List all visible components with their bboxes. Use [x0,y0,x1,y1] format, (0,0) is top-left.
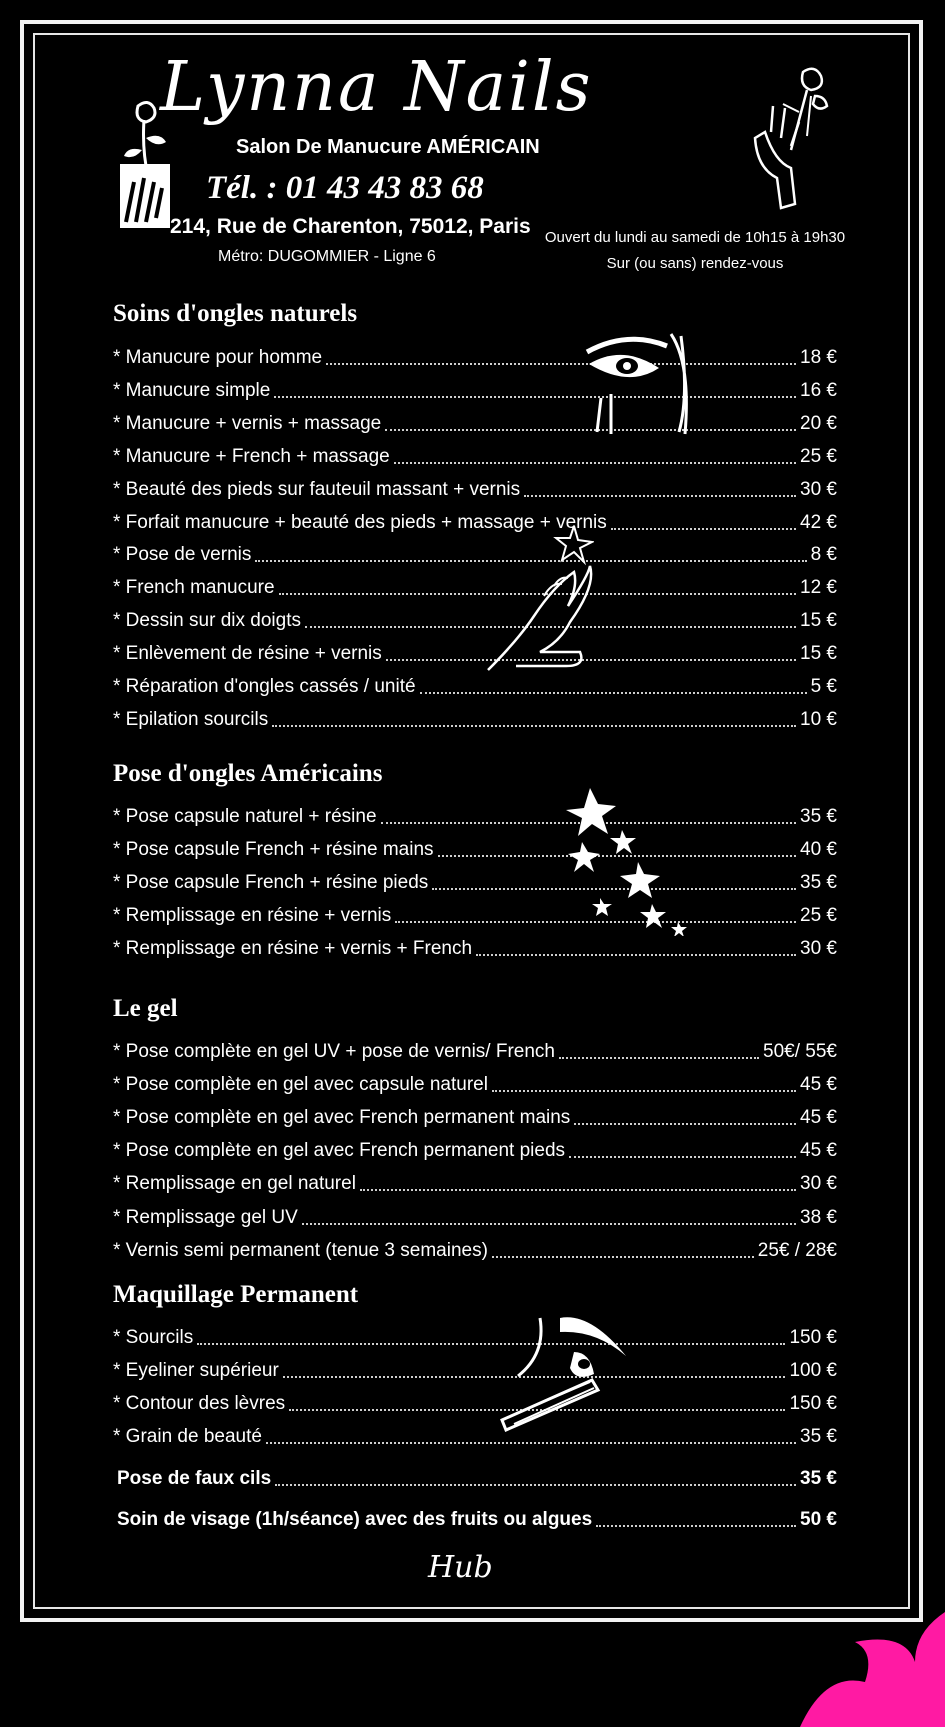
brand-subtitle: Salon De Manucure AMÉRICAIN [236,136,540,158]
extra-service-label: Pose de faux cils [117,1468,272,1489]
dotted-leader [302,1223,796,1225]
dotted-leader [524,495,796,497]
menu-item-label: * Beauté des pieds sur fauteuil massant + vernis [113,478,521,500]
menu-item-price: 16 € [800,379,837,401]
menu-item-label: * Vernis semi permanent (tenue 3 semaines) [113,1239,488,1261]
dotted-leader [611,528,796,530]
hand-with-nail-star-icon [484,526,594,676]
dotted-leader [492,1090,796,1092]
menu-item-row [113,1133,837,1163]
menu-item-row [113,636,837,666]
woman-eye-illustration-icon [585,328,697,436]
menu-item-label: * Forfait manucure + beauté des pieds + massage + vernis [113,511,607,533]
menu-item-row [113,1386,837,1416]
menu-item-row [113,931,837,961]
menu-item-label: * Pose capsule French + résine mains [113,838,434,860]
menu-item-row [113,702,837,732]
brand-name: Lynna Nails [160,48,593,127]
artist-signature: Hub [428,1550,493,1585]
menu-item-price: 30 € [800,478,837,500]
menu-item-price: 5 € [810,676,837,697]
menu-item-price: 8 € [810,544,837,566]
section-title-maquillage: Maquillage Permanent [113,1281,359,1308]
face-makeup-pencil-icon [500,1312,630,1432]
falling-stars-icon [560,786,700,936]
menu-item-label: * Remplissage en gel naturel [113,1173,356,1195]
menu-item-row [113,1067,837,1097]
menu-item-price: 25 € [800,904,837,926]
menu-item-label: * Réparation d'ongles cassés / unité [113,676,416,697]
hand-holding-rose-icon [745,62,835,212]
section-title-pose-americains: Pose d'ongles Américains [113,760,383,787]
dotted-leader [574,1123,796,1125]
metro-info: Métro: DUGOMMIER - Ligne 6 [218,248,436,265]
menu-item-row [113,570,837,600]
address: 214, Rue de Charenton, 75012, Paris [170,215,531,238]
menu-item-label: * Pose capsule French + résine pieds [113,871,429,893]
menu-item-price: 38 € [800,1206,837,1228]
menu-item-label: * Pose complète en gel UV + pose de vernis/ French [113,1041,555,1062]
dotted-leader [394,462,796,464]
menu-item-price: 40 € [800,838,837,860]
menu-item-row [113,1166,837,1196]
menu-item-label: * Contour des lèvres [113,1392,286,1414]
menu-item-price: 35 € [800,871,837,893]
menu-item-price: 42 € [800,511,837,533]
menu-item-row [113,505,837,535]
menu-item-label: * Remplissage en résine + vernis + French [113,937,473,959]
menu-item-price: 35 € [800,806,837,827]
menu-item-price: 45 € [800,1107,837,1129]
menu-item-row [113,340,837,370]
extra-service-row [117,1461,837,1491]
menu-item-row [113,1034,837,1064]
menu-item-row [113,472,837,502]
dotted-leader [197,1343,785,1345]
menu-item-label: * Sourcils [113,1327,194,1348]
menu-item-price: 35 € [800,1425,837,1447]
menu-header [0,0,945,280]
dotted-leader [326,363,796,365]
dotted-leader [569,1156,796,1158]
menu-item-price: 15 € [800,643,837,665]
menu-item-price: 25 € [800,445,837,467]
menu-item-row [113,1100,837,1130]
menu-item-price: 45 € [800,1074,837,1096]
menu-item-label: * Pose complète en gel avec French permanent pieds [113,1140,566,1162]
menu-item-row [113,1200,837,1230]
extra-service-price: 35 € [800,1468,837,1489]
menu-item-row [113,865,837,895]
dotted-leader [420,692,807,694]
dotted-leader [275,1484,796,1486]
dotted-leader [476,954,796,956]
menu-item-label: * Eyeliner supérieur [113,1359,279,1381]
menu-item-label: * Remplissage gel UV [113,1206,298,1228]
dotted-leader [596,1525,796,1527]
menu-item-row [113,832,837,862]
menu-item-label: * Manucure + French + massage [113,445,390,467]
menu-item-label: * Remplissage en résine + vernis [113,904,392,926]
menu-item-label: * Pose complète en gel avec capsule naturel [113,1074,488,1096]
opening-hours-days: Ouvert du lundi au samedi de 10h15 à 19h30 [544,229,846,246]
menu-item-label: * Epilation sourcils [113,708,269,730]
menu-item-row [113,373,837,403]
menu-item-label: * Enlèvement de résine + vernis [113,643,382,665]
menu-item-price: 18 € [800,347,837,368]
menu-item-label: * Manucure simple [113,379,271,401]
menu-item-row [113,1353,837,1383]
section-title-soins: Soins d'ongles naturels [113,300,358,327]
menu-item-label: * Grain de beauté [113,1425,262,1447]
dotted-leader [360,1189,796,1191]
menu-item-price: 12 € [800,577,837,599]
menu-item-price: 50€/ 55€ [763,1041,837,1062]
extra-service-row [117,1502,837,1532]
menu-item-price: 10 € [800,708,837,730]
menu-item-row [113,799,837,829]
menu-item-price: 25€ / 28€ [757,1239,837,1261]
menu-item-row [113,1419,837,1449]
menu-item-row [113,603,837,633]
menu-item-row [113,669,837,699]
menu-item-row [113,1320,837,1350]
menu-item-price: 15 € [800,610,837,632]
phone-number: Tél. : 01 43 43 83 68 [206,170,484,206]
menu-item-price: 150 € [789,1392,837,1414]
menu-item-label: * Pose capsule naturel + résine [113,806,377,827]
menu-item-price: 150 € [789,1327,837,1348]
menu-item-price: 45 € [800,1140,837,1162]
menu-item-row [113,406,837,436]
menu-item-row [113,898,837,928]
menu-item-price: 30 € [800,937,837,959]
menu-item-price: 30 € [800,1173,837,1195]
menu-item-label: * Manucure pour homme [113,347,323,368]
menu-item-price: 20 € [800,412,837,434]
menu-item-label: * Manucure + vernis + massage [113,412,382,434]
dotted-leader [492,1256,754,1258]
menu-item-label: * Dessin sur dix doigts [113,610,301,632]
menu-item-label: * Pose complète en gel avec French permanent mains [113,1107,571,1129]
extra-service-price: 50 € [800,1509,837,1530]
menu-item-label: * Pose de vernis [113,544,252,566]
extra-service-label: Soin de visage (1h/séance) avec des fruits ou algues [117,1509,593,1530]
menu-item-price: 100 € [789,1359,837,1381]
menu-item-row [113,1233,837,1263]
pink-corner-shape-icon [760,1612,945,1727]
menu-item-row [113,439,837,469]
menu-item-row [113,537,837,567]
dotted-leader [559,1057,759,1059]
dotted-leader [274,396,796,398]
section-title-le-gel: Le gel [113,995,178,1022]
dotted-leader [272,725,796,727]
dotted-leader [266,1442,796,1444]
menu-item-label: * French manucure [113,577,275,599]
appointment-info: Sur (ou sans) rendez-vous [606,255,784,272]
opening-hours [540,225,850,277]
